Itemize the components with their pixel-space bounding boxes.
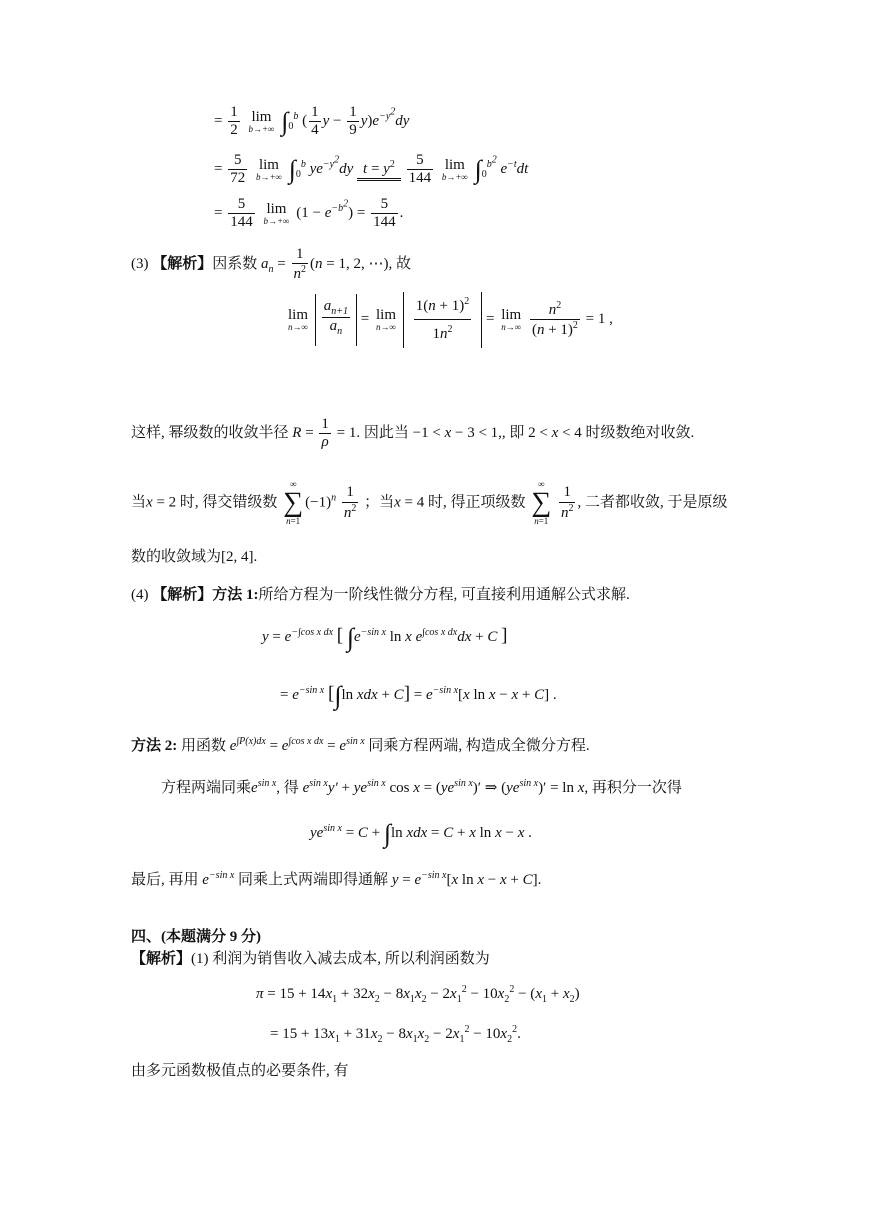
derivation-line-1: = $\frac{1}{2}$ lim b→+∞ $\int_0^b$ ( $\frac{1}{4}$ y − $\frac{1}{9}$ $y)e^{-y^2}dy$ bbox=[214, 104, 410, 139]
profit-function-2: = $15 + 13x_1 + 31x_2 - 8x_1x_2 - 2x_1^2 - 10x_2^2$. bbox=[270, 1024, 521, 1045]
part4-general-solution: $y = e^{-\int cos x dx}$ [ $\int e^{-sin x}$ ln x $e^{\int cos x dx}dx + C$ ] bbox=[262, 623, 508, 652]
part4-general-solution-2: = $e^{-sin x}$ [∫ln xdx + $C] = e^{-sin x}[x$ ln x − x + C] . bbox=[280, 681, 557, 710]
part4-multiply: 方程两端同乘$e^{sin x}$, 得 $e^{sin x}y' + ye^{sin x}$ $\cos x = (ye^{sin x})'$ ⇒ $(ye^{sin x})' = \ln x$, 再积分一次得 bbox=[161, 778, 682, 796]
part3-domain: 数的收敛域为[2, 4]. bbox=[131, 549, 258, 565]
part3-intro: (3) 【解析】因系数 $a_n$ = $\frac{1}{n^2}$ (n = 1, 2, ⋯), 故 bbox=[131, 246, 411, 283]
part4-integrate: $ye^{sin x} = C + \int\ln$ xdx = C + x ln x − x . bbox=[310, 819, 532, 848]
part4-method2: 方法 2: 用函数 $e^{\int P(x)dx} = e^{\int cos x dx} = e^{sin x}$ 同乘方程两端, 构造成全微分方程. bbox=[131, 736, 590, 754]
section4-text2: 由多元函数极值点的必要条件, 有 bbox=[131, 1063, 349, 1079]
section4-title: 四、(本题满分 9 分) bbox=[131, 929, 261, 945]
part3-intro-text: 因系数 bbox=[212, 256, 258, 273]
part3-endpoints: 当x = 2 时, 得交错级数 ∞ ∑ n=1 $(-1)^n$ $\frac{1}{n^2}$ ；当x = 4 时, 得正项级数 ∞ ∑ n=1 $\frac{1}{n^2}$ , 二者都收敛, 于是原级 bbox=[131, 479, 728, 526]
part3-jiexi: 【解析】 bbox=[152, 256, 213, 273]
derivation-line-3: = $\frac{5}{144}$ lim b→+∞ $(1 - e^{-b^2})$ = $\frac{5}{144}$ . bbox=[214, 196, 404, 231]
part4-final: 最后, 再用 $e^{-sin x}$ 同乘上式两端即得通解 $y = e^{-sin x}[x$ ln x − x + C]. bbox=[131, 870, 542, 888]
part4-intro: (4) 【解析】方法 1:所给方程为一阶线性微分方程, 可直接利用通解公式求解. bbox=[131, 587, 630, 603]
profit-function: $\pi = 15 + 14x_1 + 32x_2 - 8x_1x_2 - 2x_1^2 - 10x_2^2 - (x_1 + x_2)$ bbox=[256, 984, 580, 1005]
section4-intro: 【解析】(1) 利润为销售收入减去成本, 所以利润函数为 bbox=[131, 951, 490, 967]
part3-label: (3) bbox=[131, 256, 149, 273]
part3-radius: 这样, 幂级数的收敛半径 R = $\frac{1}{\rho}$ = 1. 因此当 −1 < x − 3 < 1,, 即 2 < x < 4 时级数绝对收敛. bbox=[131, 416, 695, 451]
derivation-line-2: = $\frac{5}{72}$ lim b→+∞ $\int_0^b$ $ye^{-y^2}dy$ $t = y^2$ $\frac{5}{144}$ lim b→+∞ $\int_0^{b^2}$ $e^{-t}dt$ bbox=[214, 152, 529, 187]
part3-gu: , 故 bbox=[388, 256, 411, 273]
ratio-limit: lim n→∞ $\frac{a_{n+1}}{a_n}$ = lim n→∞ $\frac{1(n + 1)^2}{1n^2}$ = lim n→∞ $\frac{n^2}{(n + 1)^2}$ = 1 , bbox=[285, 292, 613, 348]
